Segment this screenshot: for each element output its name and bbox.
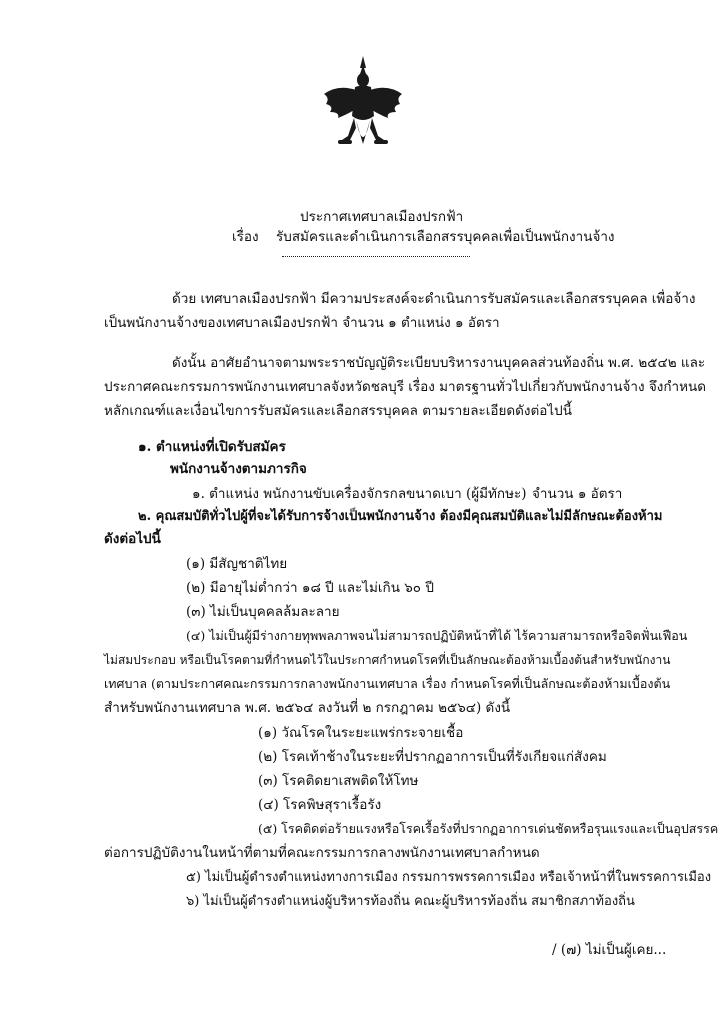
subject-label: เรื่อง bbox=[232, 229, 259, 245]
disease-item-5-line-2: ต่อการปฏิบัติงานในหน้าที่ตามที่คณะกรรมการกลางพนักงานเทศบาลกำหนด bbox=[104, 845, 540, 861]
qualification-item-5: ๕) ไม่เป็นผู้ดำรงตำแหน่งทางการเมือง กรรมการพรรคการเมือง หรือเจ้าหน้าที่ในพรรคการเมือง bbox=[186, 870, 712, 885]
qualification-item-3: (๓) ไม่เป็นบุคคลล้มละลาย bbox=[186, 604, 340, 620]
section-2-heading-cont: ดังต่อไปนี้ bbox=[104, 531, 161, 547]
qualification-item-6: ๖) ไม่เป็นผู้ดำรงตำแหน่งผู้บริหารท้องถิ่น คณะผู้บริหารท้องถิ่น สมาชิกสภาท้องถิ่น bbox=[186, 894, 635, 909]
disease-item-4: (๔) โรคพิษสุราเรื้อรัง bbox=[258, 797, 382, 813]
qualification-item-4-line-1: (๔) ไม่เป็นผู้มีร่างกายทุพพลภาพจนไม่สามารถปฏิบัติหน้าที่ได้ ไร้ความสามารถหรือจิตฟั่นเฟือน bbox=[186, 628, 688, 643]
qualification-item-4-line-3: เทศบาล (ตามประกาศคณะกรรมการกลางพนักงานเทศบาล เรื่อง กำหนดโรคที่เป็นลักษณะต้องห้ามเบื้องต้น bbox=[104, 676, 671, 691]
disease-item-1: (๑) วัณโรคในระยะแพร่กระจายเชื้อ bbox=[258, 725, 464, 741]
garuda-emblem-icon bbox=[320, 54, 406, 160]
position-quantity: จำนวน ๑ อัตรา bbox=[532, 486, 623, 502]
announcement-title: ประกาศเทศบาลเมืองปรกฟ้า bbox=[300, 209, 464, 225]
intro-line-2: เป็นพนักงานจ้างของเทศบาลเมืองปรกฟ้า จำนวน ๑ ตำแหน่ง ๑ อัตรา bbox=[104, 315, 500, 331]
qualification-item-4-line-2: ไม่สมประกอบ หรือเป็นโรคตามที่กำหนดไว้ในประกาศกำหนดโรคที่เป็นลักษณะต้องห้ามเบื้องต้นสำหรับพนักงาน bbox=[104, 653, 671, 667]
position-title: ๑. ตำแหน่ง พนักงานขับเครื่องจักรกลขนาดเบา (ผู้มีทักษะ) bbox=[192, 486, 527, 502]
disease-item-5-line-1: (๕) โรคติดต่อร้ายแรงหรือโรคเรื้อรังที่ปรากฏอาการเด่นชัดหรือรุนแรงและเป็นอุปสรรค bbox=[258, 821, 719, 836]
disease-item-2: (๒) โรคเท้าช้างในระยะที่ปรากฏอาการเป็นที่รังเกียจแก่สังคม bbox=[258, 749, 607, 765]
qualification-item-2: (๒) มีอายุไม่ต่ำกว่า ๑๘ ปี และไม่เกิน ๖๐ ปี bbox=[186, 580, 434, 596]
section-1-heading: ๑. ตำแหน่งที่เปิดรับสมัคร bbox=[138, 439, 286, 455]
continuation-note: / (๗) ไม่เป็นผู้เคย... bbox=[552, 942, 667, 958]
authority-line-2: ประกาศคณะกรรมการพนักงานเทศบาลจังหวัดชลบุรี เรื่อง มาตรฐานทั่วไปเกี่ยวกับพนักงานจ้าง จึงกำหนด bbox=[104, 379, 706, 395]
disease-item-3: (๓) โรคติดยาเสพติดให้โทษ bbox=[258, 773, 419, 789]
section-2-heading: ๒. คุณสมบัติทั่วไปผู้ที่จะได้รับการจ้างเป็นพนักงานจ้าง ต้องมีคุณสมบัติและไม่มีลักษณะต้องห้าม bbox=[138, 509, 663, 524]
subject-text: รับสมัครและดำเนินการเลือกสรรบุคคลเพื่อเป็นพนักงานจ้าง bbox=[276, 229, 615, 245]
qualification-item-1: (๑) มีสัญชาติไทย bbox=[186, 556, 288, 572]
authority-line-3: หลักเกณฑ์และเงื่อนไขการรับสมัครและเลือกสรรบุคคล ตามรายละเอียดดังต่อไปนี้ bbox=[104, 403, 572, 419]
intro-line-1: ด้วย เทศบาลเมืองปรกฟ้า มีความประสงค์จะดำเนินการรับสมัครและเลือกสรรบุคคล เพื่อจ้าง bbox=[172, 291, 696, 307]
authority-line-1: ดังนั้น อาศัยอำนาจตามพระราชบัญญัติระเบียบบริหารงานบุคคลส่วนท้องถิ่น พ.ศ. ๒๕๔๒ และ bbox=[172, 355, 706, 371]
qualification-item-4-line-4: สำหรับพนักงานเทศบาล พ.ศ. ๒๕๖๔ ลงวันที่ ๒ กรกฎาคม ๒๕๖๔) ดังนี้ bbox=[104, 700, 511, 716]
title-divider bbox=[282, 256, 470, 257]
section-1-subheading: พนักงานจ้างตามภารกิจ bbox=[170, 461, 307, 477]
